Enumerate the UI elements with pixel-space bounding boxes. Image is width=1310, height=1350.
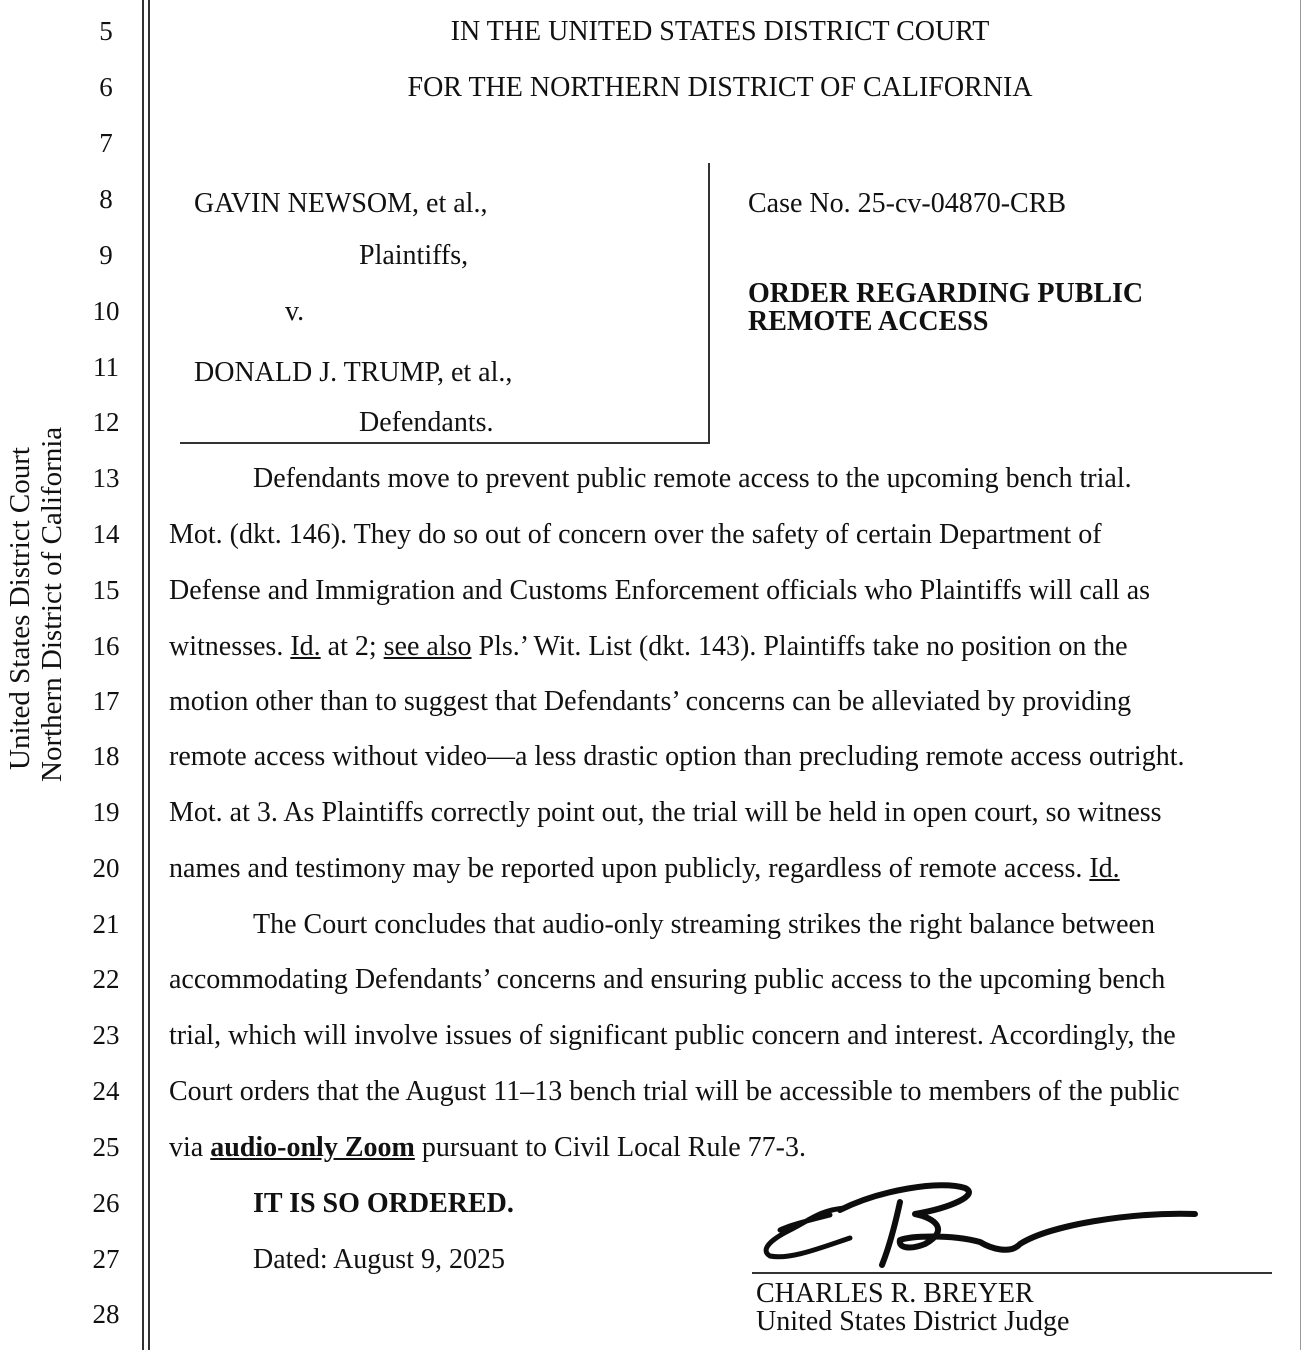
text: names and testimony may be reported upon publicly, regardless of remote access. [169, 853, 1090, 884]
court-heading-line1: IN THE UNITED STATES DISTRICT COURT [450, 16, 990, 47]
line-number: 16 [92, 631, 120, 661]
line-number: 5 [99, 16, 113, 46]
body-line-17: motion other than to suggest that Defendants’ concerns can be alleviated by providing [169, 686, 1132, 717]
line-number: 7 [99, 128, 113, 158]
left-margin-rule-inner [148, 0, 150, 1350]
line-number: 28 [92, 1299, 120, 1329]
line-number: 26 [92, 1188, 120, 1218]
body-line-18: remote access without video—a less drastic option than precluding remote access outright. [169, 741, 1185, 772]
line-number: 27 [92, 1244, 120, 1274]
line-number: 12 [92, 407, 120, 437]
citation-see-also: see also [383, 631, 472, 662]
judge-signature [750, 1170, 1210, 1280]
plaintiff-name: GAVIN NEWSOM, et al., [194, 188, 488, 219]
body-line-15: Defense and Immigration and Customs Enforcement officials who Plaintiffs will call as [169, 575, 1151, 606]
text: Pls.’ Wit. List (dkt. 143). Plaintiffs take no position on the [471, 631, 1128, 662]
dated-line: Dated: August 9, 2025 [253, 1244, 505, 1275]
judge-name: CHARLES R. BREYER [756, 1278, 1034, 1309]
line-number: 22 [92, 964, 120, 994]
line-number: 23 [92, 1020, 120, 1050]
body-line-19: Mot. at 3. As Plaintiffs correctly point out, the trial will be held in open court, so witness [169, 797, 1162, 828]
line-number: 14 [92, 519, 120, 549]
line-number: 8 [99, 184, 113, 214]
line-number: 9 [99, 240, 113, 270]
defendant-role: Defendants. [359, 407, 494, 438]
signature-line [752, 1272, 1272, 1274]
body-line-14: Mot. (dkt. 146). They do so out of concern over the safety of certain Department of [169, 519, 1102, 550]
body-line-23: trial, which will involve issues of significant public concern and interest. Accordingly, the [169, 1020, 1176, 1051]
body-line-20 [169, 853, 1120, 885]
body-line-22: accommodating Defendants’ concerns and ensuring public access to the upcoming bench [169, 964, 1166, 995]
right-page-edge [1300, 0, 1301, 1350]
side-caption-court: United States District Court [4, 447, 36, 770]
line-number: 13 [92, 463, 120, 493]
caption-vertical-rule [708, 163, 710, 444]
caption-bottom-rule [180, 442, 710, 444]
citation-id: Id. [1089, 853, 1120, 884]
defendant-name: DONALD J. TRUMP, et al., [194, 357, 513, 388]
citation-id: Id. [290, 631, 321, 662]
body-line-16 [169, 631, 1128, 663]
line-number: 15 [92, 575, 120, 605]
line-number: 19 [92, 797, 120, 827]
line-number: 18 [92, 741, 120, 771]
line-number: 24 [92, 1076, 120, 1106]
left-margin-rule [142, 0, 144, 1350]
body-line-13: Defendants move to prevent public remote access to the upcoming bench trial. [253, 463, 1132, 494]
plaintiff-role: Plaintiffs, [359, 240, 469, 271]
court-heading-line2: FOR THE NORTHERN DISTRICT OF CALIFORNIA [407, 72, 1033, 103]
line-number: 11 [93, 352, 119, 382]
order-title-line2: REMOTE ACCESS [748, 306, 989, 337]
line-number: 17 [92, 686, 120, 716]
line-number: 6 [99, 72, 113, 102]
case-number: Case No. 25-cv-04870-CRB [748, 188, 1067, 219]
so-ordered: IT IS SO ORDERED. [253, 1188, 514, 1219]
zoom-emphasis: audio-only Zoom [210, 1132, 415, 1163]
line-number: 25 [92, 1132, 120, 1162]
side-caption-district: Northern District of California [36, 426, 68, 782]
text: at 2; [320, 631, 384, 662]
line-number: 20 [92, 853, 120, 883]
body-line-25 [169, 1132, 806, 1164]
judge-title: United States District Judge [756, 1306, 1070, 1337]
body-line-24: Court orders that the August 11–13 bench trial will be accessible to members of the public [169, 1076, 1180, 1107]
text: via [169, 1132, 211, 1163]
versus: v. [285, 296, 305, 327]
line-number: 10 [92, 296, 120, 326]
text: witnesses. [169, 631, 291, 662]
text: pursuant to Civil Local Rule 77-3. [414, 1132, 806, 1163]
line-number: 21 [92, 909, 120, 939]
body-line-21: The Court concludes that audio-only streaming strikes the right balance between [253, 909, 1155, 940]
order-title-line1: ORDER REGARDING PUBLIC [748, 278, 1144, 309]
